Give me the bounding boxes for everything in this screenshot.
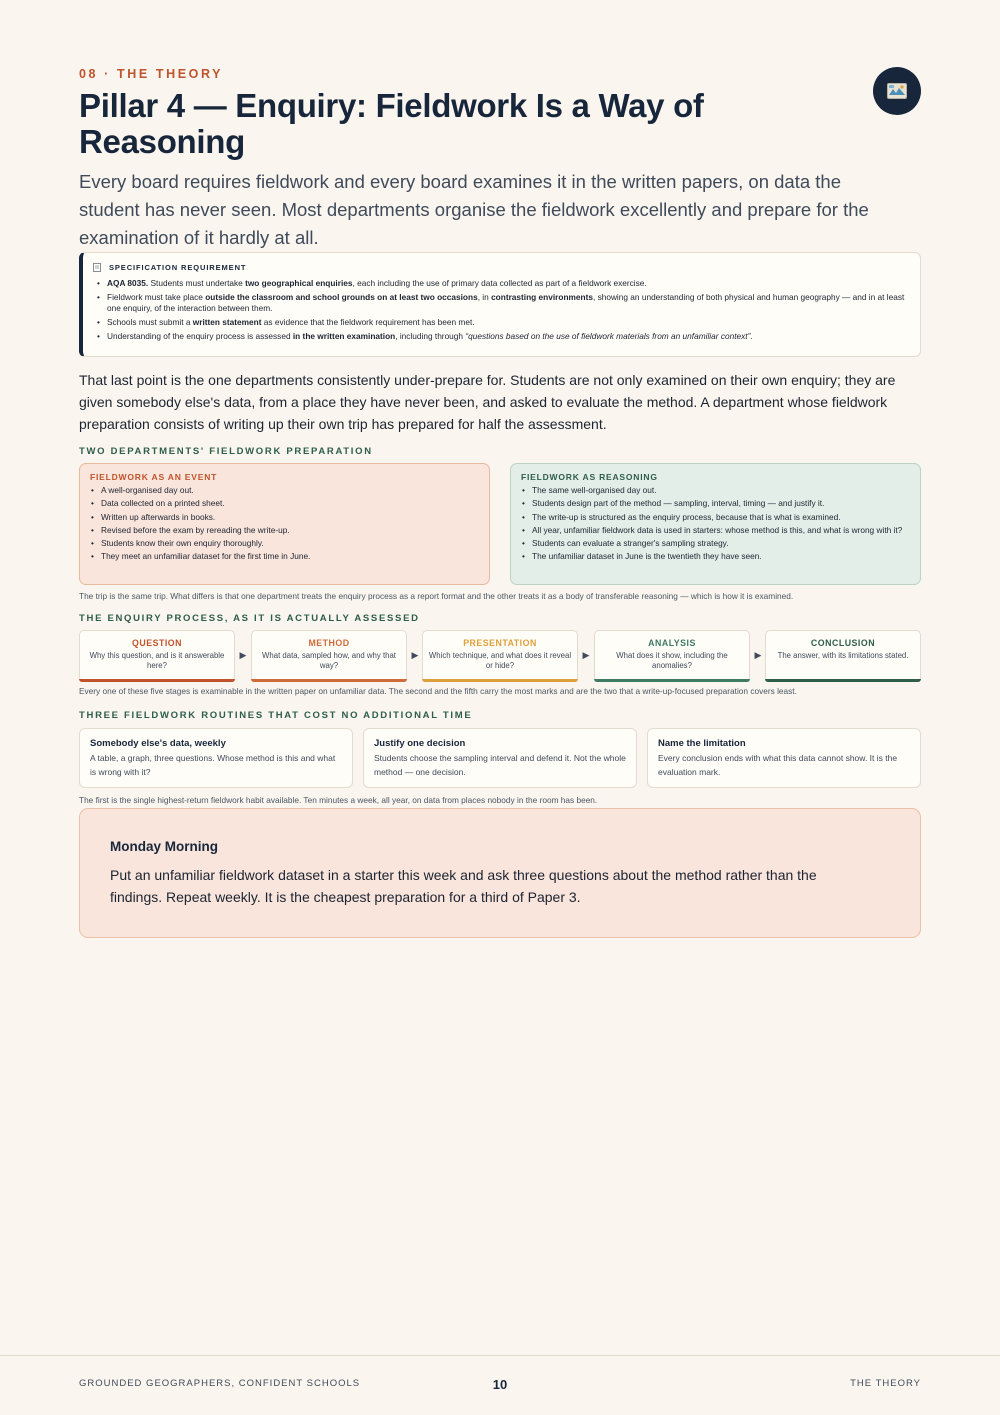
stage-bar — [251, 679, 407, 682]
spec-item: • Fieldwork must take place outside the classroom and school grounds on at least two occasions, in contrasting environments, showing an understanding of both physical and human geography — and in at least one enquiry, of the interaction between them. — [93, 292, 906, 314]
stage-bar — [594, 679, 750, 682]
list-item: • Students know their own enquiry thoroughly. — [90, 538, 479, 549]
routines-caption: The first is the single highest-return fieldwork habit available. Ten minutes a week, all year, on data from places nobody in the room has been. — [79, 795, 598, 805]
footer-right: THE THEORY — [850, 1378, 921, 1389]
map-icon — [873, 67, 921, 115]
arrow-right-icon: ▶ — [754, 650, 762, 660]
page-number: 10 — [492, 1377, 508, 1392]
list-item: • Data collected on a printed sheet. — [90, 498, 479, 509]
spec-item: • Understanding of the enquiry process is assessed in the written examination, including through “questions based on the use of fieldwork materials from an unfamiliar context”. — [93, 331, 906, 342]
comparison-label: TWO DEPARTMENTS' FIELDWORK PREPARATION — [79, 446, 373, 457]
process-label: THE ENQUIRY PROCESS, AS IT IS ACTUALLY ASSESSED — [79, 613, 420, 624]
arrow-right-icon: ▶ — [411, 650, 419, 660]
comparison-caption: The trip is the same trip. What differs is that one department treats the enquiry process as a report format and the other treats it as a body of transferable reasoning — which is how it is examined. — [79, 591, 794, 601]
fieldwork-event-panel — [79, 463, 490, 585]
routine-card: Justify one decision Students choose the sampling interval and defend it. Not the whole method — one decision. — [363, 728, 637, 788]
stage-question: QUESTION Why this question, and is it answerable here? — [79, 630, 235, 682]
specification-heading: SPECIFICATION REQUIREMENT — [93, 263, 906, 272]
stage-conclusion: CONCLUSION The answer, with its limitations stated. — [765, 630, 921, 682]
stage-bar — [422, 679, 578, 682]
stage-presentation: PRESENTATION Which technique, and what does it reveal or hide? — [422, 630, 578, 682]
document-icon — [93, 263, 101, 272]
routine-card: Name the limitation Every conclusion ends with what this data cannot show. It is the evaluation mark. — [647, 728, 921, 788]
specification-list — [93, 278, 906, 342]
monday-morning-callout — [79, 808, 921, 938]
arrow-right-icon: ▶ — [582, 650, 590, 660]
stage-analysis: ANALYSIS What does it show, including the anomalies? — [594, 630, 750, 682]
stage-bar — [765, 679, 921, 682]
specification-box — [79, 252, 921, 357]
body-paragraph: That last point is the one departments consistently under-prepare for. Students are not only examined on their own enquiry; they are given somebody else's data, from a place they have never been, and asked to evaluate the method. A department whose fieldwork preparation consists of writing up their own trip has prepared for half the assessment. — [79, 372, 896, 432]
list-item: • The same well-organised day out. — [521, 485, 910, 496]
footer-left: GROUNDED GEOGRAPHERS, CONFIDENT SCHOOLS — [79, 1378, 361, 1389]
list-item: • They meet an unfamiliar dataset for the first time in June. — [90, 551, 479, 562]
process-caption: Every one of these five stages is examinable in the written paper on unfamiliar data. The second and the fifth carry the most marks and are the two that a write-up-focused preparation covers least. — [79, 686, 797, 696]
panel-heading: FIELDWORK AS AN EVENT — [90, 472, 218, 482]
list-item: • The unfamiliar dataset in June is the twentieth they have seen. — [521, 551, 910, 562]
spec-item: • AQA 8035. Students must undertake two geographical enquiries, each including the use of primary data collected as part of a fieldwork exercise. — [93, 278, 906, 289]
list-item: • Students can evaluate a stranger's sampling strategy. — [521, 538, 910, 549]
fieldwork-reasoning-panel — [510, 463, 921, 585]
arrow-right-icon: ▶ — [239, 650, 247, 660]
list-item: • A well-organised day out. — [90, 485, 479, 496]
spec-item: • Schools must submit a written statement as evidence that the fieldwork requirement has been met. — [93, 317, 906, 328]
list-item: • Revised before the exam by rereading the write-up. — [90, 525, 479, 536]
lead-paragraph: Every board requires fieldwork and every board examines it in the written papers, on data the student has never seen. Most departments organise the fieldwork excellently and prepare for the examination of it hardly at all. — [79, 171, 869, 248]
list-item: • Written up afterwards in books. — [90, 512, 479, 523]
list-item: • All year, unfamiliar fieldwork data is used in starters: whose method is this, and what is wrong with it? — [521, 525, 910, 536]
routine-card: Somebody else's data, weekly A table, a graph, three questions. Whose method is this and what is wrong with it? — [79, 728, 353, 788]
panel-heading: FIELDWORK AS REASONING — [521, 472, 658, 482]
routines-label: THREE FIELDWORK ROUTINES THAT COST NO ADDITIONAL TIME — [79, 710, 473, 721]
callout-title: Monday Morning — [110, 839, 218, 854]
page-title: Pillar 4 — Enquiry: Fieldwork Is a Way of Reasoning — [79, 87, 704, 160]
list-item: • Students design part of the method — sampling, interval, timing — and justify it. — [521, 498, 910, 509]
callout-text: Put an unfamiliar fieldwork dataset in a starter this week and ask three questions about the method rather than the findings. Repeat weekly. It is the cheapest preparation for a third of Paper 3. — [110, 867, 817, 905]
stage-method: METHOD What data, sampled how, and why that way? — [251, 630, 407, 682]
footer-divider — [0, 1355, 1000, 1356]
section-eyebrow: 08 · THE THEORY — [79, 67, 224, 81]
list-item: • The write-up is structured as the enquiry process, because that is what is examined. — [521, 512, 910, 523]
stage-bar — [79, 679, 235, 682]
